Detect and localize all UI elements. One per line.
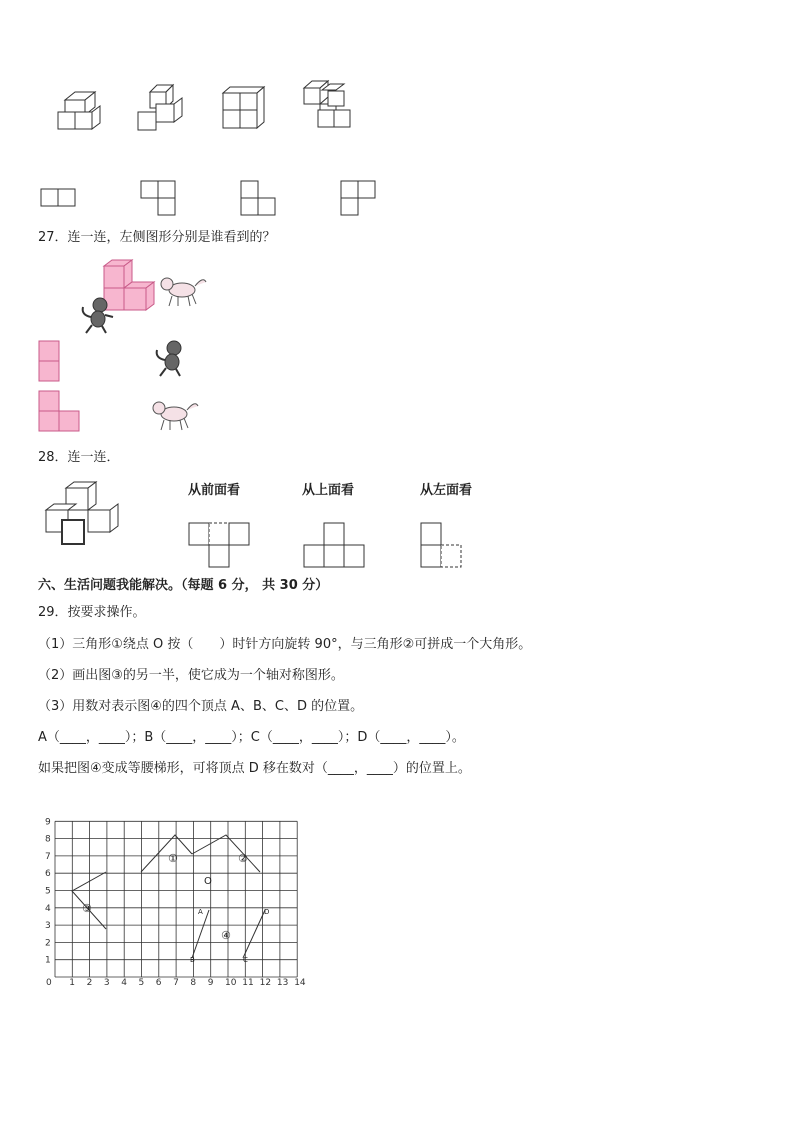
x-tick-label: 13 (276, 978, 289, 986)
x-tick-label: 1 (69, 978, 76, 986)
x-tick-label: 11 (242, 978, 254, 986)
y-tick-label: 9 (45, 817, 51, 828)
x-tick-label: 9 (207, 978, 214, 986)
x-tick-label: 10 (225, 978, 237, 986)
shape-label-4: ④ (221, 929, 231, 942)
y-tick-label: 2 (45, 938, 51, 949)
dog-icon-2 (150, 396, 200, 432)
cube-figure-4 (298, 78, 356, 133)
top-view-shape (303, 522, 367, 568)
x-tick-label: 8 (190, 978, 197, 986)
left-view-shape (420, 522, 464, 568)
y-tick-label: 5 (45, 886, 51, 897)
shape-label-3: ③ (82, 902, 92, 915)
x-tick-label: 14 (294, 978, 306, 986)
q27-title: 27．连一连，左侧图形分别是谁看到的？ (38, 230, 276, 245)
pink-view-shape-1 (38, 340, 60, 382)
cube-figure-3 (220, 85, 270, 133)
point-label-d: D (264, 908, 270, 916)
monkey-icon-2 (152, 338, 190, 378)
view-label-front: 从前面看 (188, 483, 241, 498)
shape-label-1: ① (168, 852, 178, 865)
view-shape-1 (40, 188, 76, 208)
cube-figure-1 (50, 90, 110, 135)
front-view-shape (188, 522, 252, 568)
view-shape-2 (140, 180, 176, 216)
point-label-c: C (243, 956, 248, 964)
y-tick-label: 8 (45, 834, 51, 845)
x-tick-label: 0 (46, 978, 52, 986)
q29-item-5: 如果把图④变成等腰梯形，可将顶点 D 移在数对（____，____）的位置上。 (38, 761, 471, 776)
y-tick-label: 1 (45, 955, 51, 966)
x-tick-label: 6 (155, 978, 162, 986)
view-shape-4 (340, 180, 376, 216)
cube-figure-2 (135, 82, 195, 134)
x-tick-label: 4 (121, 978, 127, 986)
view-label-left: 从左面看 (420, 483, 473, 498)
monkey-icon (78, 295, 116, 335)
q29-title: 29．按要求操作。 (38, 605, 146, 620)
x-tick-label: 3 (103, 978, 110, 986)
x-tick-label: 12 (259, 978, 272, 986)
q29-item-3: （3）用数对表示图④的四个顶点 A、B、C、D 的位置。 (38, 699, 364, 714)
x-tick-label: 5 (138, 978, 145, 986)
dog-icon (158, 272, 208, 308)
coordinate-grid (36, 786, 306, 986)
y-tick-label: 6 (45, 869, 51, 880)
point-label-b: B (190, 956, 195, 964)
q28-cube-stack (42, 480, 122, 548)
y-tick-label: 7 (45, 851, 51, 862)
view-label-top: 从上面看 (302, 483, 355, 498)
q29-item-4: A（____，____）；B（____，____）；C（____，____）；D（____，____）。 (38, 730, 465, 745)
x-tick-label: 2 (86, 978, 93, 986)
q29-item-1: （1）三角形①绕点 O 按（ ）时针方向旋转 90°，与三角形②可拼成一个大角形。 (38, 637, 532, 652)
y-tick-label: 3 (45, 921, 51, 932)
x-tick-label: 7 (173, 978, 179, 986)
pink-view-shape-2 (38, 390, 82, 432)
point-label-o: O (204, 876, 212, 887)
y-tick-label: 4 (45, 903, 51, 914)
q29-item-2: （2）画出图③的另一半，使它成为一个轴对称图形。 (38, 668, 344, 683)
q28-title: 28．连一连． (38, 450, 120, 465)
view-shape-3 (240, 180, 276, 216)
section6-title: 六、生活问题我能解决。（每题 6 分， 共 30 分） (38, 578, 329, 593)
point-label-a: A (198, 908, 203, 916)
shape-label-2: ② (238, 852, 248, 865)
